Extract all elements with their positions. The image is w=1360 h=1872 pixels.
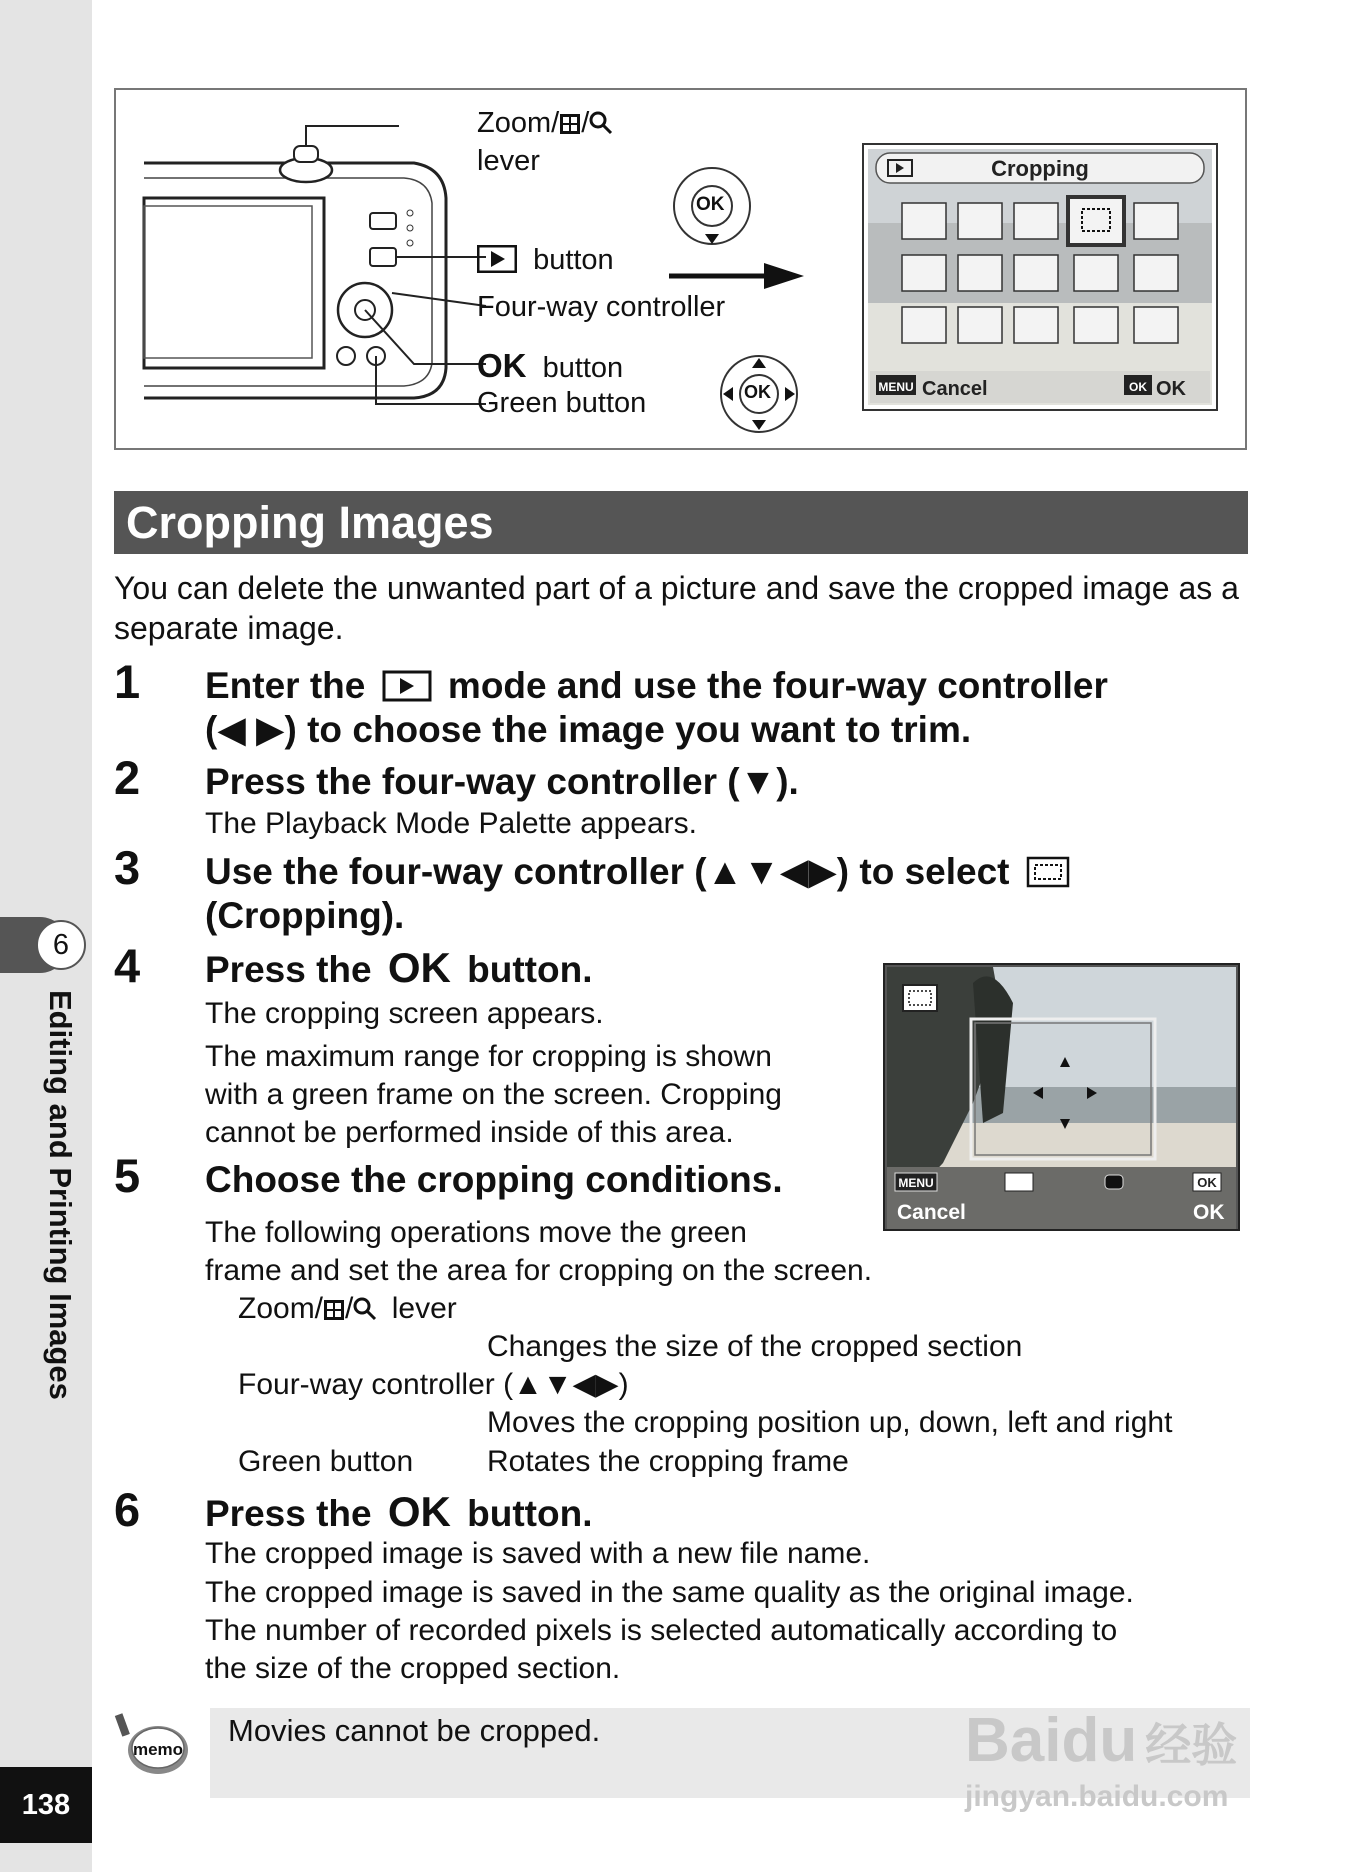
intro-paragraph: You can delete the unwanted part of a picture and save the cropped image as a separate image.: [114, 570, 1239, 646]
ok-dial-label: OK: [696, 194, 725, 215]
playback-icon: [477, 245, 517, 273]
step-1-title-line2: (◀ ▶) to choose the image you want to trim.: [205, 709, 972, 750]
op-fourway-desc: Moves the cropping position up, down, left and right: [487, 1406, 1173, 1439]
step-6-title: Press the OK button.: [205, 1488, 593, 1535]
op-zoom-desc: Changes the size of the cropped section: [487, 1330, 1023, 1363]
op-zoom-control: Zoom/ / lever: [238, 1292, 457, 1325]
four-way-dial-label: OK: [744, 382, 771, 402]
memo-icon: [114, 1712, 190, 1778]
step-3-title: Use the four-way controller (▲▼◀▶) to select: [205, 850, 1070, 894]
memo-text: Movies cannot be cropped.: [228, 1713, 601, 1748]
palette-screen: [862, 143, 1218, 411]
step-2-number: 2: [114, 751, 141, 804]
step-6-body-2: The cropped image is saved in the same quality as the original image.: [205, 1576, 1134, 1609]
thumbnail-icon: [559, 113, 581, 135]
page-title: Cropping Images: [126, 497, 494, 548]
chapter-label: Editing and Printing Images: [43, 990, 78, 1400]
step-1-title: Enter the mode and use the four-way controller: [205, 665, 1108, 706]
thumbnail-icon: [323, 1299, 345, 1321]
step-3-title-line2: (Cropping).: [205, 895, 405, 936]
palette-title: Cropping: [991, 156, 1089, 181]
step-6-body-3: The number of recorded pixels is selected automatically according to: [205, 1614, 1118, 1647]
page-number: 138: [0, 1767, 92, 1843]
palette-menu-key: MENU: [878, 380, 914, 394]
op-fourway-control: Four-way controller (▲▼◀▶): [238, 1368, 629, 1401]
memo-icon-label: memo: [132, 1740, 184, 1759]
watermark-url: jingyan.baidu.com: [965, 1780, 1229, 1813]
step-6-body-1: The cropped image is saved with a new file name.: [205, 1537, 871, 1570]
op-green-control: Green button: [238, 1445, 414, 1478]
watermark-baidu: Baidu 经验: [965, 1706, 1238, 1775]
step-4-number: 4: [114, 939, 141, 992]
step-4-body-4: cannot be performed inside of this area.: [205, 1116, 734, 1149]
step-2-title: Press the four-way controller (▼).: [205, 761, 799, 802]
step-5-number: 5: [114, 1149, 141, 1202]
crop-ok-key: OK: [1197, 1175, 1217, 1190]
magnify-icon: [353, 1297, 377, 1321]
step-6-number: 6: [114, 1483, 141, 1536]
play-button-callout: button: [477, 244, 614, 277]
step-4-body-3: with a green frame on the screen. Cropping: [205, 1078, 782, 1111]
step-1-number: 1: [114, 655, 141, 708]
playback-icon: [382, 670, 432, 702]
cropping-screen: [883, 963, 1240, 1231]
step-3-number: 3: [114, 841, 141, 894]
palette-ok-key: OK: [1129, 380, 1147, 394]
crop-icon: [1026, 856, 1070, 888]
four-way-callout: Four-way controller: [477, 291, 726, 323]
crop-cancel: Cancel: [897, 1201, 966, 1224]
step-5-title: Choose the cropping conditions.: [205, 1159, 783, 1200]
ok-button-callout: OK button: [477, 347, 624, 384]
crop-ok: OK: [1193, 1201, 1225, 1224]
step-6-body-4: the size of the cropped section.: [205, 1652, 621, 1685]
zoom-lever-callout: Zoom/ /: [477, 107, 613, 140]
step-4-body-2: The maximum range for cropping is shown: [205, 1040, 772, 1073]
step-2-body: The Playback Mode Palette appears.: [205, 807, 697, 840]
step-5-body-2: frame and set the area for cropping on the screen.: [205, 1254, 873, 1287]
step-4-title: Press the OK button.: [205, 944, 593, 991]
zoom-lever-callout-line2: lever: [477, 145, 540, 177]
palette-cancel: Cancel: [922, 378, 988, 400]
green-button-callout: Green button: [477, 387, 647, 419]
magnify-icon: [589, 111, 613, 135]
chapter-number: 6: [36, 920, 86, 970]
palette-ok: OK: [1156, 378, 1186, 400]
step-5-body-1: The following operations move the green: [205, 1216, 747, 1249]
crop-menu-key: MENU: [898, 1176, 934, 1190]
step-4-body-1: The cropping screen appears.: [205, 997, 604, 1030]
op-green-desc: Rotates the cropping frame: [487, 1445, 849, 1478]
